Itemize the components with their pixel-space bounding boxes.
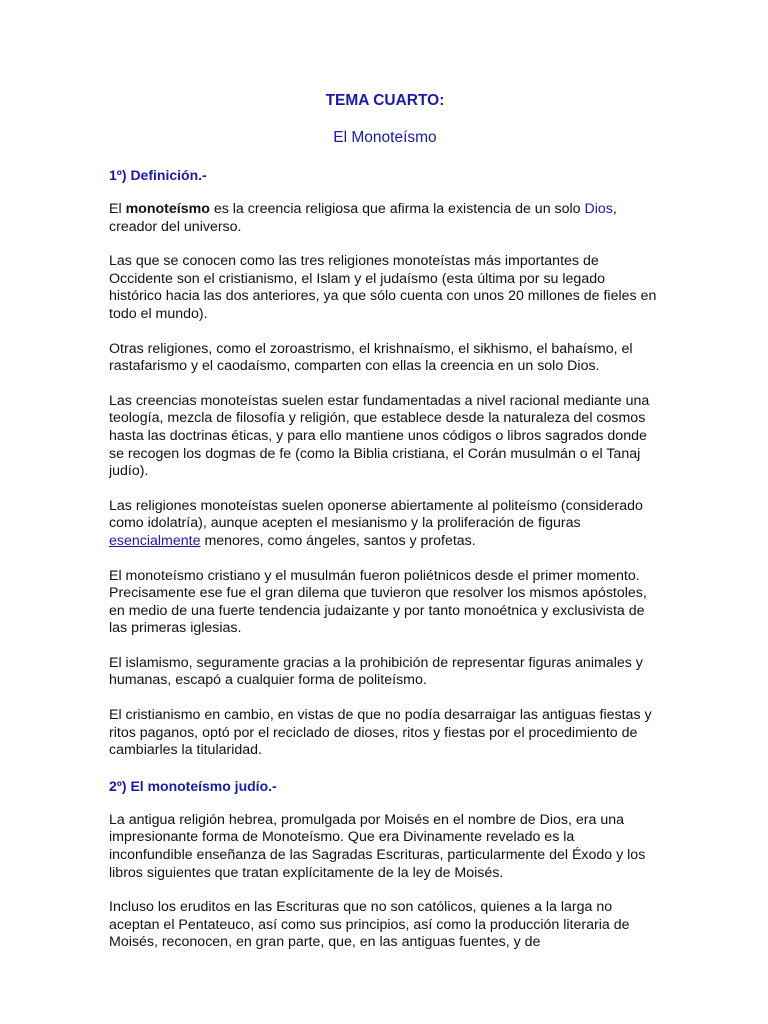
text-run: menores, como ángeles, santos y profetas. bbox=[200, 532, 476, 549]
paragraph: La antigua religión hebrea, promulgada por Moisés en el nombre de Dios, era una impresionante forma de Monoteísmo. Que era Divinamente revelado es la inconfundible enseñanza de las Sagradas Escrituras, particularmente del Éxodo y los libros siguientes que tratan explícitamente de la ley de Moisés. bbox=[109, 811, 646, 881]
paragraph: Incluso los eruditos en las Escrituras que no son católicos, quienes a la larga no aceptan el Pentateuco, así como sus principios, así como la producción literaria de Moisés, reconocen, en gran parte, que, en las antiguas fuentes, y de bbox=[109, 899, 630, 951]
document-page bbox=[109, 92, 661, 969]
paragraph: Las que se conocen como las tres religiones monoteístas más importantes de Occidente son el cristianismo, el Islam y el judaísmo (esta última por su legado histórico hacia las dos anteriores, ya que sólo cuenta con unos 20 millones de fieles en todo el mundo). bbox=[109, 253, 657, 322]
link-dios[interactable]: Dios bbox=[584, 201, 613, 217]
paragraph bbox=[109, 201, 619, 236]
text-run: Las religiones monoteístas suelen oponerse abiertamente al politeísmo (considerado como idolatría), aunque acepten el mesianismo y la proliferación de figuras bbox=[109, 497, 643, 532]
paragraph: El monoteísmo cristiano y el musulmán fueron poliétnicos desde el primer momento. Precisamente ese fue el gran dilema que tuvieron que resolver los mismos apóstoles, en medio de una fuerte tendencia judaizante y por tanto monoétnica y exclusivista de las primeras iglesias. bbox=[109, 567, 647, 637]
paragraph: Otras religiones, como el zoroastrismo, el krishnaísmo, el sikhismo, el bahaísmo, el rastafarismo y el caodaísmo, comparten con ellas la creencia en un solo Dios. bbox=[109, 340, 633, 375]
text-run: El bbox=[109, 201, 126, 217]
paragraph: Las creencias monoteístas suelen estar fundamentadas a nivel racional mediante una teología, mezcla de filosofía y religión, que establece desde la naturaleza del cosmos hasta las doctrinas éticas, y para ello mantiene unos códigos o libros sagrados donde se recogen los dogmas de fe (como la Biblia cristiana, el Corán musulmán o el Tanaj judío). bbox=[109, 392, 650, 480]
document-subtitle: El Monoteísmo bbox=[333, 129, 437, 146]
paragraph: El cristianismo en cambio, en vistas de que no podía desarraigar las antiguas fiestas y ritos paganos, optó por el reciclado de dioses, ritos y fiestas por el procedimiento de cambiarles la titularidad. bbox=[109, 707, 652, 759]
paragraph: El islamismo, seguramente gracias a la prohibición de representar figuras animales y humanas, escapó a cualquier forma de politeísmo. bbox=[109, 654, 643, 689]
term-monoteismo: monoteísmo bbox=[125, 201, 210, 217]
section-heading-monoteismo-judio: 2º) El monoteísmo judío.- bbox=[109, 777, 277, 794]
text-run: es la creencia religiosa que afirma la existencia de un solo bbox=[209, 201, 585, 217]
paragraph bbox=[109, 498, 661, 551]
section-heading-definicion: 1º) Definición.- bbox=[109, 167, 207, 183]
link-esencialmente[interactable]: esencialmente bbox=[109, 532, 201, 549]
text-run: , creador del universo. bbox=[109, 201, 617, 235]
document-title: TEMA CUARTO: bbox=[325, 92, 445, 109]
